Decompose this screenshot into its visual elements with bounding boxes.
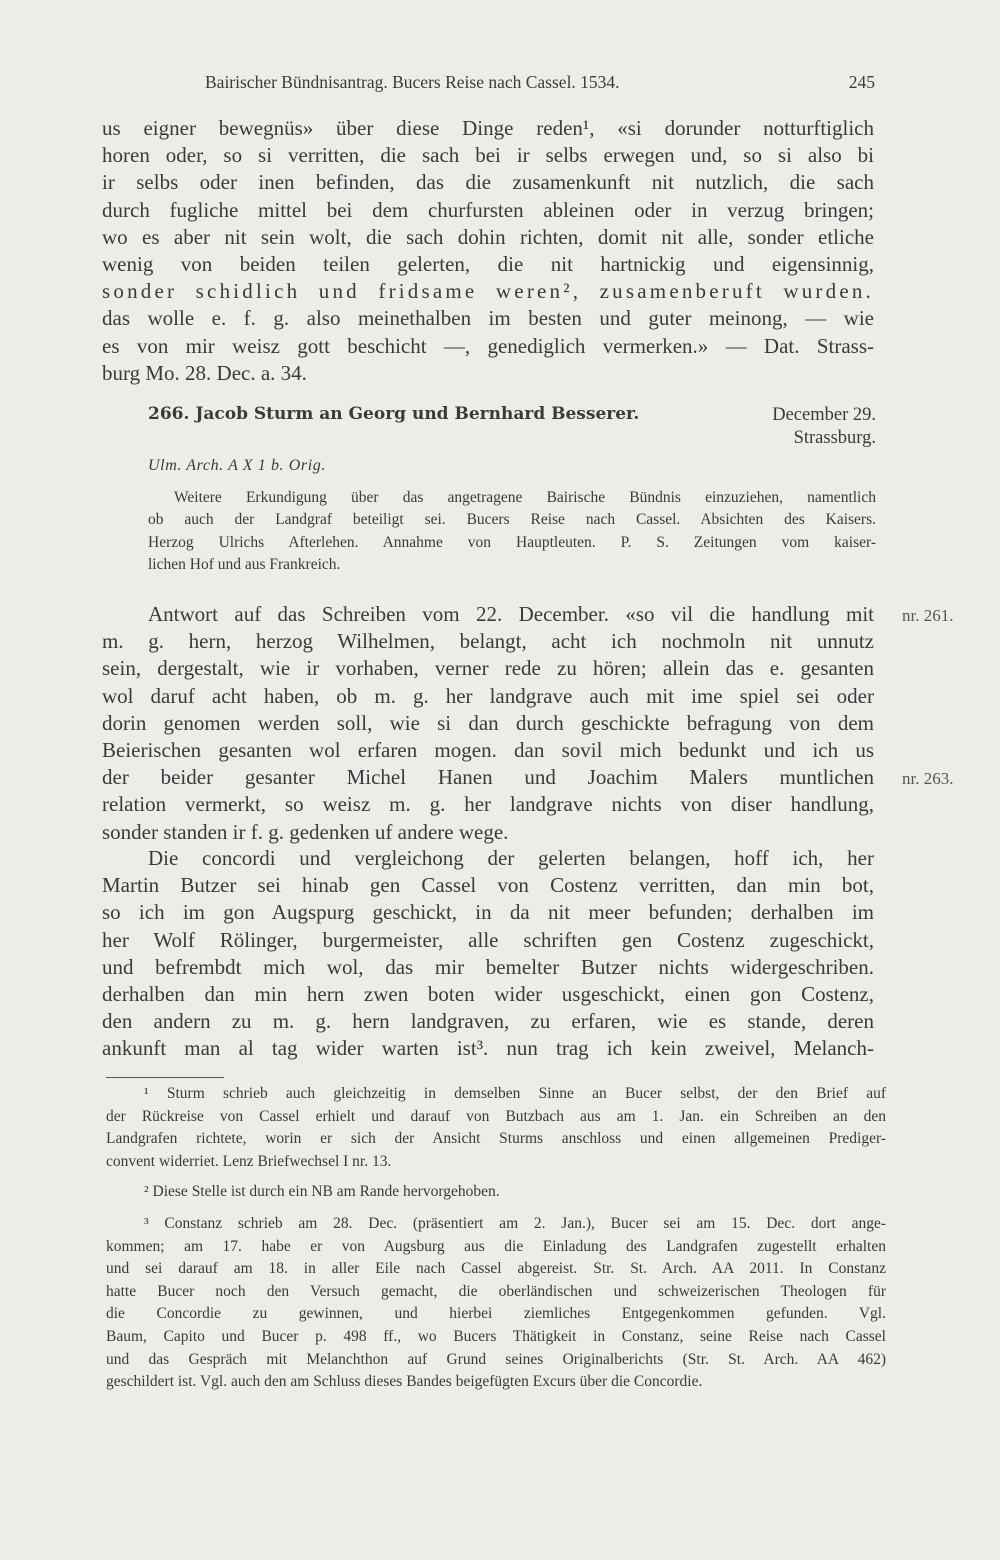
- text-line: Die concordi und vergleichong der gelerten belangen, hoff ich, her: [148, 846, 874, 870]
- text-line: horen oder, so si verritten, die sach bei ir selbs erwegen und, so si also bi: [102, 143, 874, 168]
- document-place: Strassburg.: [793, 428, 876, 448]
- summary-line: Herzog Ulrichs Afterlehen. Annahme von Hauptleuten. P. S. Zeitungen vom kaiser-: [148, 533, 876, 551]
- footnote-line: und das Gespräch mit Melanchthon auf Grund seines Originalberichts (Str. St. Arch. AA 462): [106, 1350, 886, 1368]
- footnote-line: ¹ Sturm schrieb auch gleichzeitig in demselben Sinne an Bucer selbst, der den Brief auf: [144, 1085, 886, 1102]
- summary-line: Weitere Erkundigung über das angetragene Bairische Bündnis einzuziehen, namentlich: [174, 489, 876, 506]
- text-line: es von mir weisz gott beschicht —, genediglich vermerken.» — Dat. Strass-: [102, 333, 874, 358]
- text-line: den andern zu m. g. hern landgraven, zu erfaren, wie es stande, deren: [102, 1009, 874, 1034]
- document-heading: [148, 404, 876, 454]
- document-title: 266. Jacob Sturm an Georg und Bernhard Besserer.: [148, 404, 640, 424]
- text-line: us eigner bewegnüs» über diese Dinge reden¹, «si dorunder notturftiglich: [102, 116, 874, 140]
- footnote-line: Landgrafen richtete, worin er sich der Ansicht Sturms anschloss und einen allgemeinen Prediger-: [106, 1130, 886, 1148]
- text-line: dorin genomen werden soll, wie si dan durch geschickte befragung von dem: [102, 710, 874, 735]
- footnote-rule: [106, 1077, 224, 1078]
- text-line: so ich im gon Augspurg geschickt, in da nit meer befunden; derhalben im: [102, 900, 874, 925]
- running-title: Bairischer Bündnisantrag. Bucers Reise nach Cassel. 1534.: [205, 72, 620, 92]
- document-summary: [148, 487, 876, 576]
- text-line: sonder schidlich und fridsame weren², zusamenberuft wurden.: [102, 279, 874, 304]
- text-line: her Wolf Rölinger, burgermeister, alle schriften gen Costenz zugeschickt,: [102, 927, 874, 952]
- footnote-3: [106, 1213, 886, 1394]
- footnote-line: convent widerriet. Lenz Briefwechsel I nr. 13.: [106, 1152, 392, 1170]
- text-line: ankunft man al tag wider warten ist³. nun trag ich kein zweivel, Melanch-: [102, 1036, 874, 1061]
- text-line: derhalben dan min hern zwen boten wider usgeschickt, einen gon Costenz,: [102, 981, 874, 1006]
- text-line: ir selbs oder inen befinden, das die zusamenkunft nit nutzlich, die sach: [102, 170, 874, 195]
- footnote-line: hatte Bucer noch den Versuch gemacht, die oberländischen und schweizerischen Theologen für: [106, 1282, 886, 1300]
- margin-note: nr. 261.: [902, 606, 954, 625]
- text-line: und befrembdt mich wol, das mir bemelter Butzer nichts widergeschriben.: [102, 954, 874, 979]
- footnote-line: der Rückreise von Cassel erhielt und darauf von Butzbach aus am 1. Jan. ein Schreiben an den: [106, 1107, 886, 1125]
- footnote-line: ³ Constanz schrieb am 28. Dec. (präsentiert am 2. Jan.), Bucer sei am 15. Dec. dort ange-: [144, 1215, 886, 1232]
- summary-line: ob auch der Landgraf beteiligt sei. Bucers Reise nach Cassel. Absichten des Kaisers.: [148, 511, 876, 529]
- footnote-line: Baum, Capito und Bucer p. 498 ff., wo Bucers Thätigkeit in Constanz, seine Reise nach Cassel: [106, 1327, 886, 1345]
- page-number: 245: [848, 72, 875, 92]
- summary-line: lichen Hof und aus Frankreich.: [148, 555, 341, 573]
- text-line: wol daruf acht haben, ob m. g. her landgrave auch mit ime spiel sei oder: [102, 683, 874, 708]
- letter-paragraph-2: [102, 845, 874, 1063]
- text-line: Beierischen gesanten wol erfaren mogen. dan sovil mich bedunkt und ich us: [102, 737, 874, 762]
- text-line: wo es aber nit sein wolt, die sach dohin richten, domit nit alle, sonder etliche: [102, 224, 874, 249]
- document-date: December 29.: [772, 405, 876, 425]
- footnote-line: die Concordie zu gewinnen, und hierbei ziemliches Entgegenkommen gefunden. Vgl.: [106, 1305, 886, 1323]
- text-line: sein, dergestalt, wie ir vorhaben, verner rede zu hören; allein das e. gesanten: [102, 656, 874, 681]
- text-line: Martin Butzer sei hinab gen Cassel von Costenz verritten, dan min bot,: [102, 873, 874, 898]
- text-line: sonder standen ir f. g. gedenken uf andere wege.: [102, 819, 509, 844]
- footnote-line: kommen; am 17. habe er von Augsburg aus die Einladung des Landgrafen zugestellt erhalten: [106, 1237, 886, 1255]
- text-line: Antwort auf das Schreiben vom 22. December. «so vil die handlung mit: [148, 602, 874, 626]
- text-line: durch fugliche mittel bei dem churfursten ableinen oder in verzug bringen;: [102, 197, 874, 222]
- text-line: relation vermerkt, so weisz m. g. her landgrave nichts von diser handlung,: [102, 792, 874, 817]
- archive-source: Ulm. Arch. A X 1 b. Orig.: [148, 457, 326, 474]
- footnote-line: geschildert ist. Vgl. auch den am Schluss dieses Bandes beigefügten Excurs über die Concordie.: [106, 1373, 703, 1391]
- footnote-line: und sei darauf am 18. in aller Eile nach Cassel abgereist. Str. St. Arch. AA 2011. In Constanz: [106, 1260, 886, 1278]
- footnote-2: [106, 1181, 886, 1204]
- footnote-line: ² Diese Stelle ist durch ein NB am Rande hervorgehoben.: [144, 1183, 500, 1200]
- letter-paragraph-1: [102, 601, 874, 846]
- text-line: m. g. hern, herzog Wilhelmen, belangt, acht ich nochmoln nit unnutz: [102, 629, 874, 654]
- previous-document-text: [102, 115, 874, 387]
- margin-note: nr. 263.: [902, 769, 954, 788]
- text-line: wenig von beiden teilen gelerten, die nit hartnickig und eigensinnig,: [102, 251, 874, 276]
- text-line: das wolle e. f. g. also meinethalben im besten und guter meinong, — wie: [102, 306, 874, 331]
- text-line: burg Mo. 28. Dec. a. 34.: [102, 360, 307, 385]
- footnote-1: [106, 1083, 886, 1173]
- text-line: der beider gesanter Michel Hanen und Joachim Malers muntlichen: [102, 765, 874, 790]
